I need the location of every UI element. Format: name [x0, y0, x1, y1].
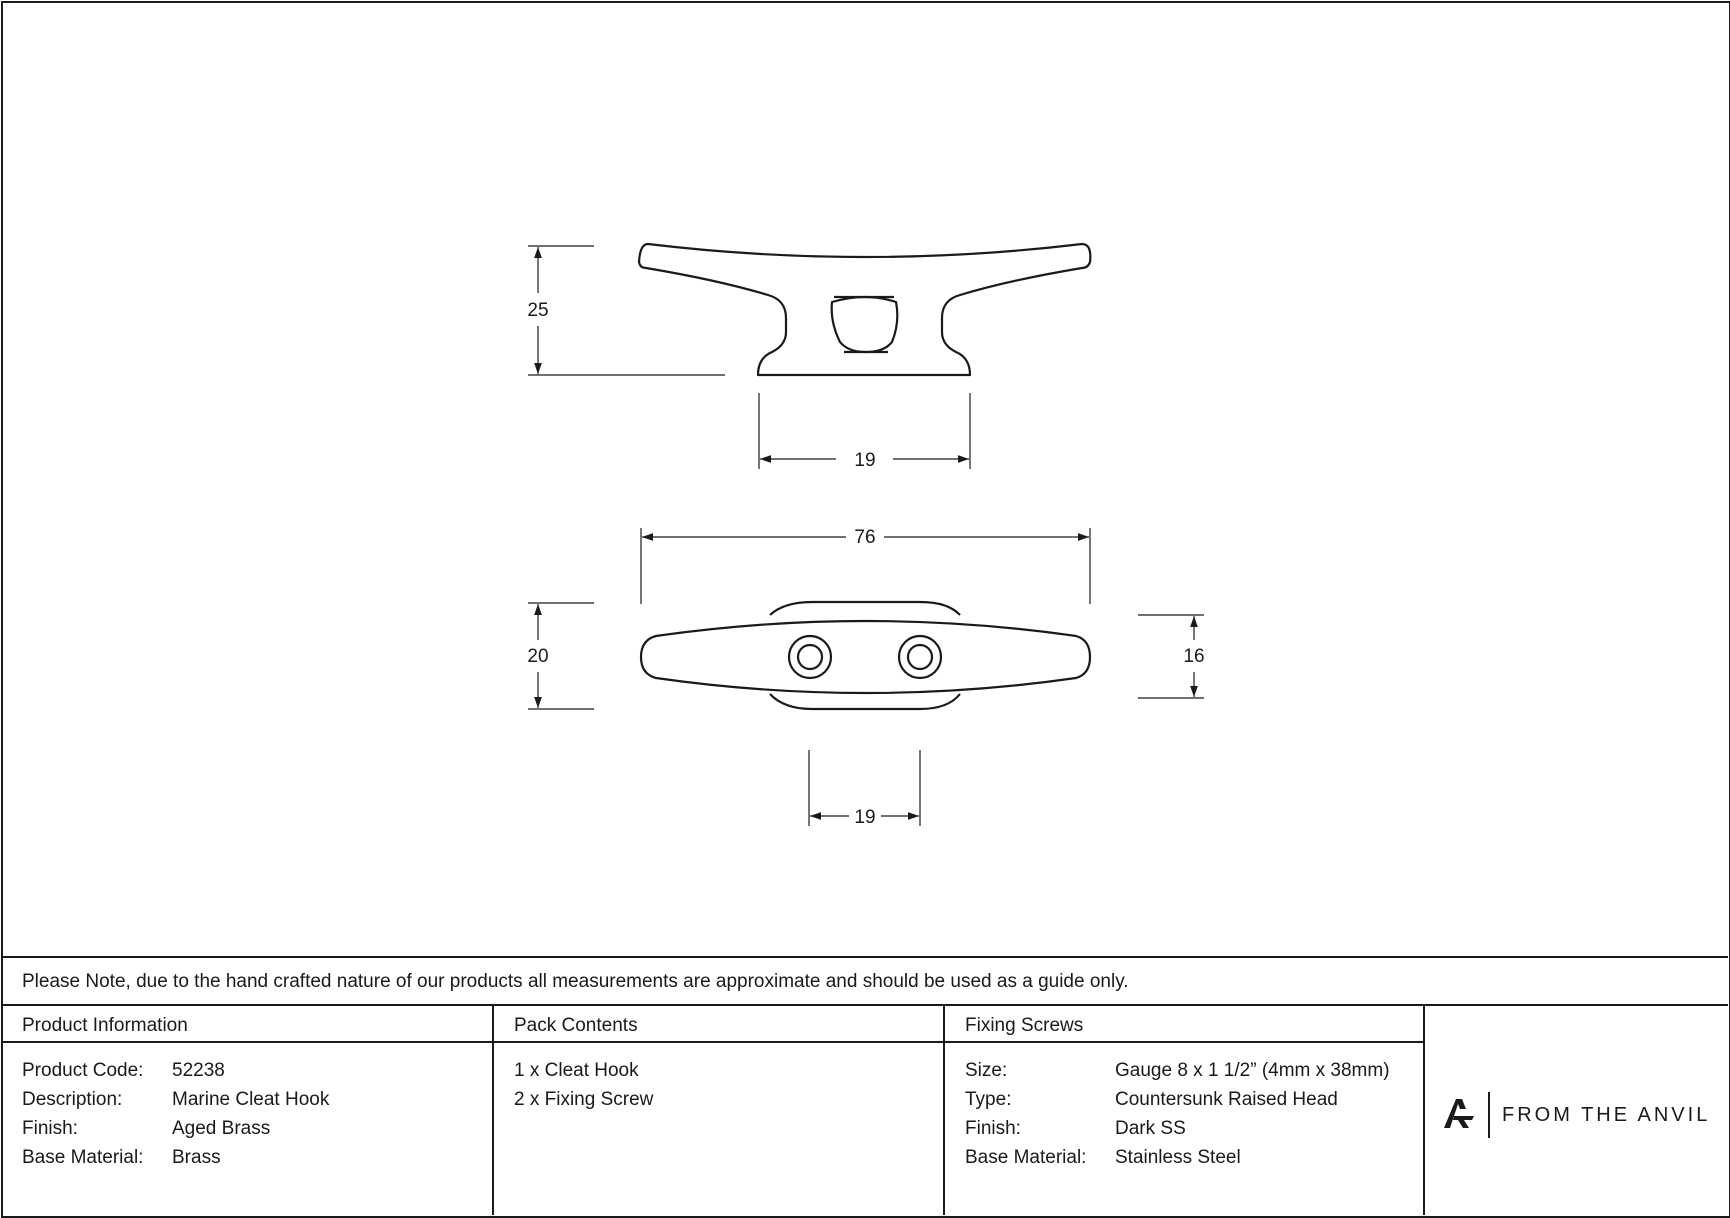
fixing-screws-panel [945, 1006, 1425, 1215]
info-row-description [22, 1085, 329, 1114]
cleat-top-view [641, 602, 1090, 709]
product-information-header [2, 1006, 492, 1043]
dim-label-top-body-width: 16 [1183, 646, 1205, 667]
info-label: Description: [22, 1089, 123, 1110]
fixing-screws-header [945, 1006, 1423, 1043]
dimension-side-height [528, 246, 725, 375]
dim-label-side-base-width: 19 [854, 450, 876, 471]
anvil-logo-icon [1442, 1096, 1476, 1130]
fixing-screws-list [965, 1056, 1390, 1172]
product-information-title: Product Information [22, 1015, 188, 1036]
dim-label-side-height: 25 [527, 300, 549, 321]
note-text: Please Note, due to the hand crafted nature of our products all measurements are approximate and should be used as a guide only. [22, 971, 1129, 992]
info-value: Marine Cleat Hook [172, 1089, 330, 1110]
screw-label: Base Material: [965, 1147, 1087, 1168]
screw-row-type [965, 1085, 1390, 1114]
screw-label: Size: [965, 1060, 1008, 1081]
info-row-product-code [22, 1056, 329, 1085]
info-label: Base Material: [22, 1147, 144, 1168]
product-information-list [22, 1056, 329, 1172]
screw-value: Gauge 8 x 1 1/2” (4mm x 38mm) [1115, 1060, 1390, 1081]
pack-contents-list [514, 1056, 653, 1114]
info-label: Finish: [22, 1118, 78, 1139]
screw-value: Countersunk Raised Head [1115, 1089, 1338, 1110]
screw-row-size [965, 1056, 1390, 1085]
fixing-screws-title: Fixing Screws [965, 1015, 1084, 1036]
screw-label: Finish: [965, 1118, 1021, 1139]
screw-row-base-material [965, 1143, 1390, 1172]
pack-contents-panel [494, 1006, 945, 1215]
pack-contents-title: Pack Contents [514, 1015, 638, 1036]
dim-label-overall-length: 76 [854, 527, 876, 548]
info-row-base-material [22, 1143, 329, 1172]
screw-row-finish [965, 1114, 1390, 1143]
logo-divider [1488, 1092, 1490, 1138]
info-value: Brass [172, 1147, 221, 1168]
pack-contents-header [494, 1006, 943, 1043]
product-information-panel [2, 1006, 494, 1215]
brand-logo-block [1425, 1006, 1728, 1215]
cleat-side-view [639, 244, 1090, 375]
brand-name: FROM THE ANVIL [1502, 1104, 1711, 1126]
screw-value: Dark SS [1115, 1118, 1186, 1139]
screw-value: Stainless Steel [1115, 1147, 1241, 1168]
info-value: 52238 [172, 1060, 225, 1081]
info-row-finish [22, 1114, 329, 1143]
screw-label: Type: [965, 1089, 1012, 1110]
pack-item: 1 x Cleat Hook [514, 1060, 639, 1081]
info-value: Aged Brass [172, 1118, 271, 1139]
dim-label-hole-spacing: 19 [854, 807, 876, 828]
measurement-note [2, 956, 1728, 1006]
info-label: Product Code: [22, 1060, 144, 1081]
pack-item: 2 x Fixing Screw [514, 1089, 654, 1110]
dim-label-top-width: 20 [527, 646, 549, 667]
